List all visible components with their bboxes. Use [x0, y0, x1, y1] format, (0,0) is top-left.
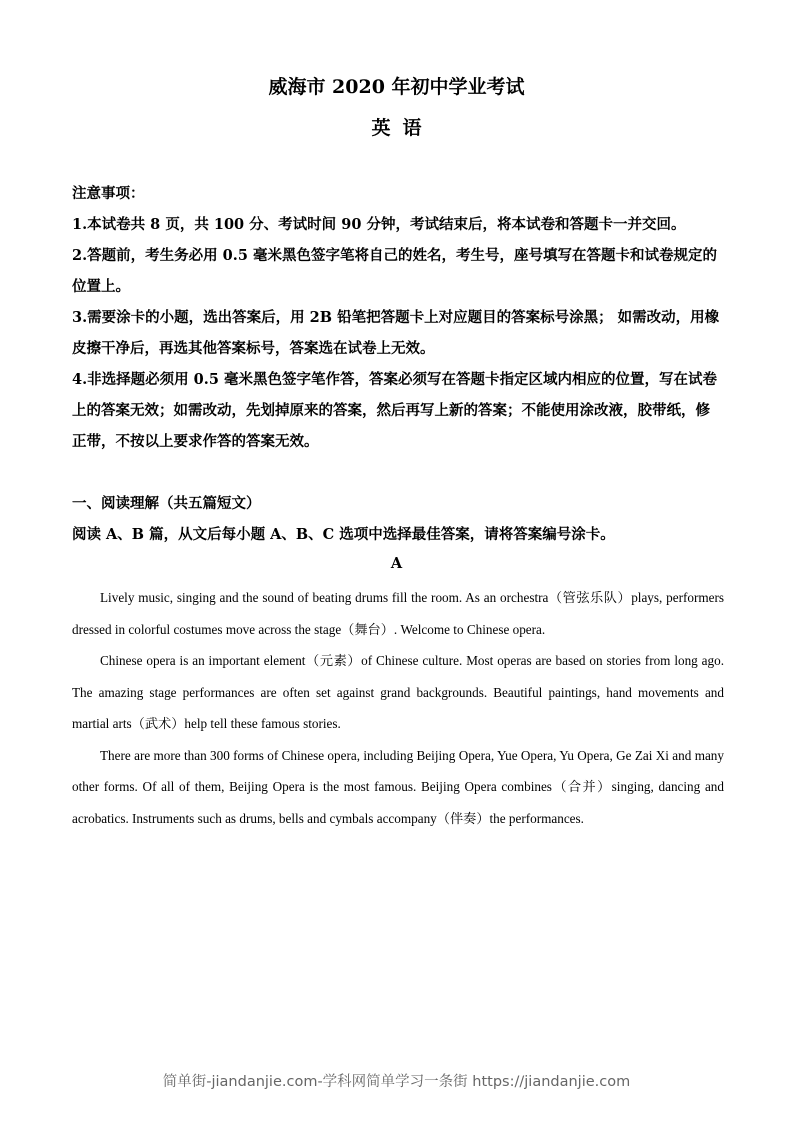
passage-letter: A	[390, 555, 403, 572]
notice-item-3: 3.需要涂卡的小题，选出答案后，用 2B 铅笔把答题卡上对应题目的答案标号涂黑； 如需改动，用橡皮擦干净后，再选其他答案标号，答案选在试卷上无效。	[72, 309, 720, 357]
passage-paragraph-2: Chinese opera is an important element（元素）of Chinese culture. Most operas are based on stories from long ago. The amazing stage performances are often set against grand backgrounds. Beautiful paintings, hand movements and martial arts（武术）help tell these famous stories.	[72, 653, 724, 731]
notice-item-1: 1.本试卷共 8 页，共 100 分、考试时间 90 分钟，考试结束后，将本试卷和答题卡一并交回。	[72, 216, 686, 233]
footer-watermark: 简单街-jiandanjie.com-学科网简单学习一条街 https://jiandanjie.com	[162, 1074, 631, 1090]
notice-item-4: 4.非选择题必须用 0.5 毫米黑色签字笔作答，答案必须写在答题卡指定区域内相应的位置，写在试卷上的答案无效；如需改动，先划掉原来的答案，然后再写上新的答案；不能使用涂改液，胶带纸，修正带，不按以上要求作答的答案无效。	[72, 371, 717, 450]
passage-paragraph-1: Lively music, singing and the sound of beating drums fill the room. As an orchestra（管弦乐队）plays, performers dressed in colorful costumes move across the stage（舞台）. Welcome to Chinese opera.	[72, 590, 724, 637]
section-heading: 一、阅读理解（共五篇短文）	[72, 495, 261, 512]
passage-paragraph-3: There are more than 300 forms of Chinese opera, including Beijing Opera, Yue Opera, Yu Opera, Ge Zai Xi and many other forms. Of all of them, Beijing Opera is the most famous. Beijing Opera combines（合并）singing, dancing and acrobatics. Instruments such as drums, bells and cymbals accompany（伴奏）the performances.	[72, 747, 724, 826]
notice-block	[72, 178, 724, 457]
notice-item-2: 2.答题前，考生务必用 0.5 毫米黑色签字笔将自己的姓名，考生号，座号填写在答题卡和试卷规定的位置上。	[72, 247, 717, 295]
notice-heading: 注意事项：	[72, 185, 145, 202]
exam-subject: 英语	[371, 117, 434, 139]
passage-a	[72, 582, 724, 834]
exam-title: 威海市 2020 年初中学业考试	[268, 76, 525, 98]
section-instruction: 阅读 A、B 篇，从文后每小题 A、B、C 选项中选择最佳答案，请将答案编号涂卡。	[72, 526, 615, 543]
section-reading	[72, 488, 724, 550]
